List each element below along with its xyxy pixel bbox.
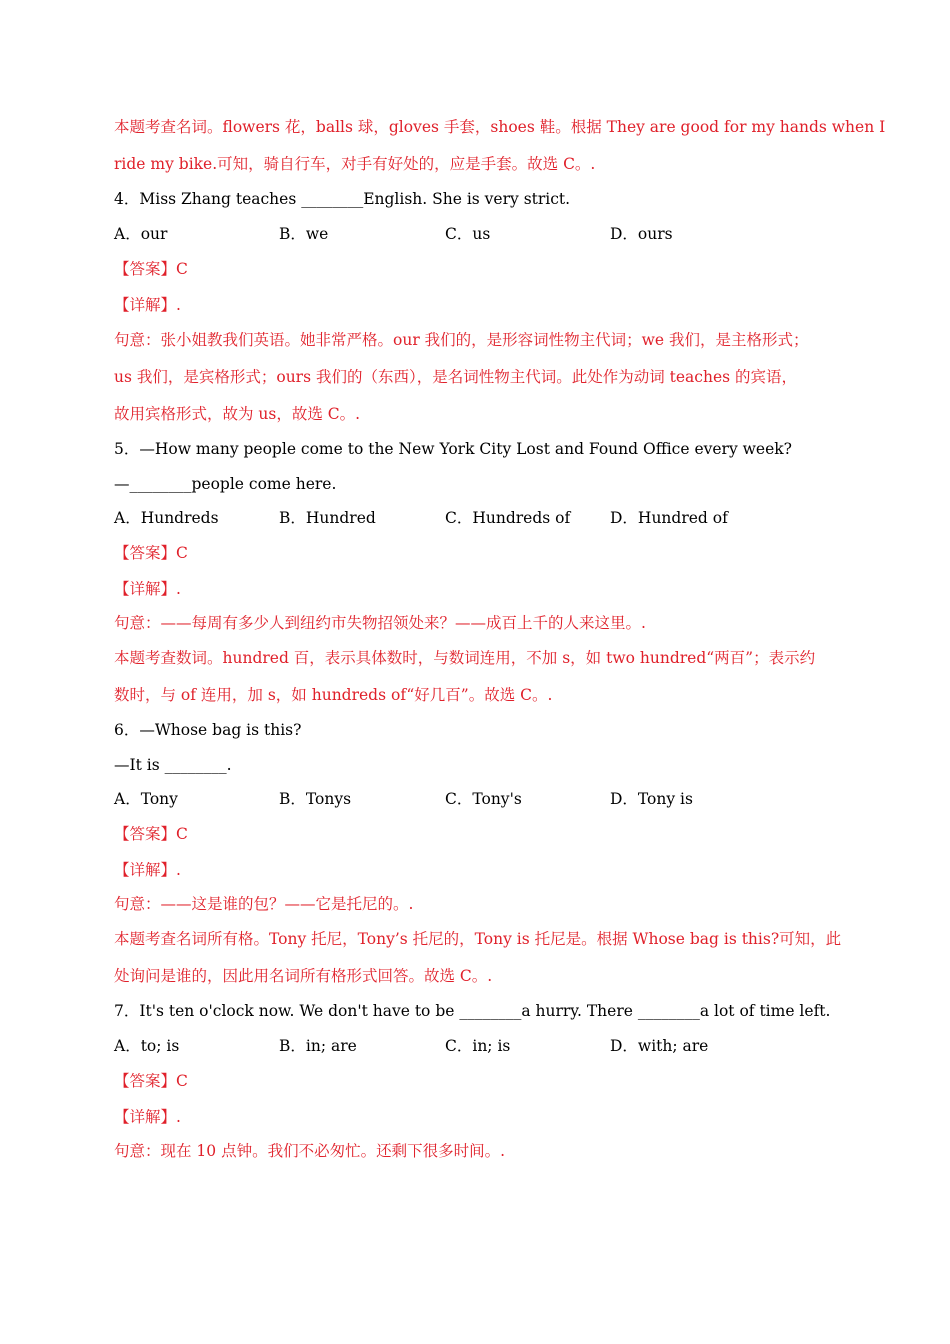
q5-option-b: B．Hundred xyxy=(279,509,376,527)
q5-question-response: —________people come here. xyxy=(114,475,337,493)
q3-explanation-line-2: ride my bike.可知，骑自行车，对手有好处的，应是手套。故选 C。. xyxy=(114,155,596,173)
q5-option-c: C．Hundreds of xyxy=(445,509,571,527)
q4-option-d: D．ours xyxy=(610,225,673,243)
q6-option-d: D．Tony is xyxy=(610,790,693,808)
q6-answer: 【答案】C xyxy=(114,825,188,843)
q7-answer: 【答案】C xyxy=(114,1072,188,1090)
q6-option-c: C．Tony's xyxy=(445,790,522,808)
q7-option-a: A．to; is xyxy=(114,1037,180,1055)
q5-answer: 【答案】C xyxy=(114,544,188,562)
q5-options xyxy=(114,508,844,528)
q5-explanation-line-1: 句意：——每周有多少人到纽约市失物招领处来？——成百上千的人来这里。. xyxy=(114,614,646,632)
q4-option-a: A．our xyxy=(114,225,168,243)
q6-question-response: —It is ________. xyxy=(114,756,232,774)
q5-explanation-line-2: 本题考查数词。hundred 百，表示具体数时，与数词连用，不加 s，如 two hundred“两百”；表示约 xyxy=(114,649,816,667)
q6-options xyxy=(114,789,844,809)
q6-explanation-line-1: 句意：——这是谁的包？——它是托尼的。. xyxy=(114,895,414,913)
q7-question: 7．It's ten o'clock now. We don't have to be ________a hurry. There ________a lot of time left. xyxy=(114,1002,831,1020)
q6-option-b: B．Tonys xyxy=(279,790,352,808)
q4-options xyxy=(114,224,844,244)
q7-option-d: D．with; are xyxy=(610,1037,709,1055)
q7-explanation-line-1: 句意：现在 10 点钟。我们不必匆忙。还剩下很多时间。. xyxy=(114,1142,506,1160)
q5-option-d: D．Hundred of xyxy=(610,509,728,527)
q6-explanation-line-3: 处询问是谁的，因此用名词所有格形式回答。故选 C。. xyxy=(114,967,493,985)
q7-detail-label: 【详解】. xyxy=(114,1108,181,1126)
q5-explanation-line-3: 数时，与 of 连用，加 s，如 hundreds of“好几百”。故选 C。. xyxy=(114,686,553,704)
q6-explanation-line-2: 本题考查名词所有格。Tony 托尼，Tony’s 托尼的，Tony is 托尼是。根据 Whose bag is this?可知，此 xyxy=(114,930,842,948)
q4-explanation-line-3: 故用宾格形式，故为 us，故选 C。. xyxy=(114,405,361,423)
q4-option-c: C．us xyxy=(445,225,491,243)
q6-detail-label: 【详解】. xyxy=(114,861,181,879)
q7-option-b: B．in; are xyxy=(279,1037,357,1055)
q6-option-a: A．Tony xyxy=(114,790,178,808)
q4-detail-label: 【详解】. xyxy=(114,296,181,314)
q6-question: 6．—Whose bag is this? xyxy=(114,721,302,739)
q7-option-c: C．in; is xyxy=(445,1037,511,1055)
q4-option-b: B．we xyxy=(279,225,329,243)
q4-explanation-line-2: us 我们，是宾格形式；ours 我们的（东西），是名词性物主代词。此处作为动词 teaches 的宾语， xyxy=(114,368,798,386)
q3-explanation-line-1: 本题考查名词。flowers 花，balls 球，gloves 手套，shoes 鞋。根据 They are good for my hands when I xyxy=(114,118,886,136)
q7-options xyxy=(114,1036,844,1056)
q4-explanation-line-1: 句意：张小姐教我们英语。她非常严格。our 我们的，是形容词性物主代词；we 我们，是主格形式； xyxy=(114,331,809,349)
q5-option-a: A．Hundreds xyxy=(114,509,219,527)
q5-question: 5．—How many people come to the New York City Lost and Found Office every week? xyxy=(114,440,792,458)
q5-detail-label: 【详解】. xyxy=(114,580,181,598)
q4-question: 4．Miss Zhang teaches ________English. She is very strict. xyxy=(114,190,571,208)
q4-answer: 【答案】C xyxy=(114,260,188,278)
